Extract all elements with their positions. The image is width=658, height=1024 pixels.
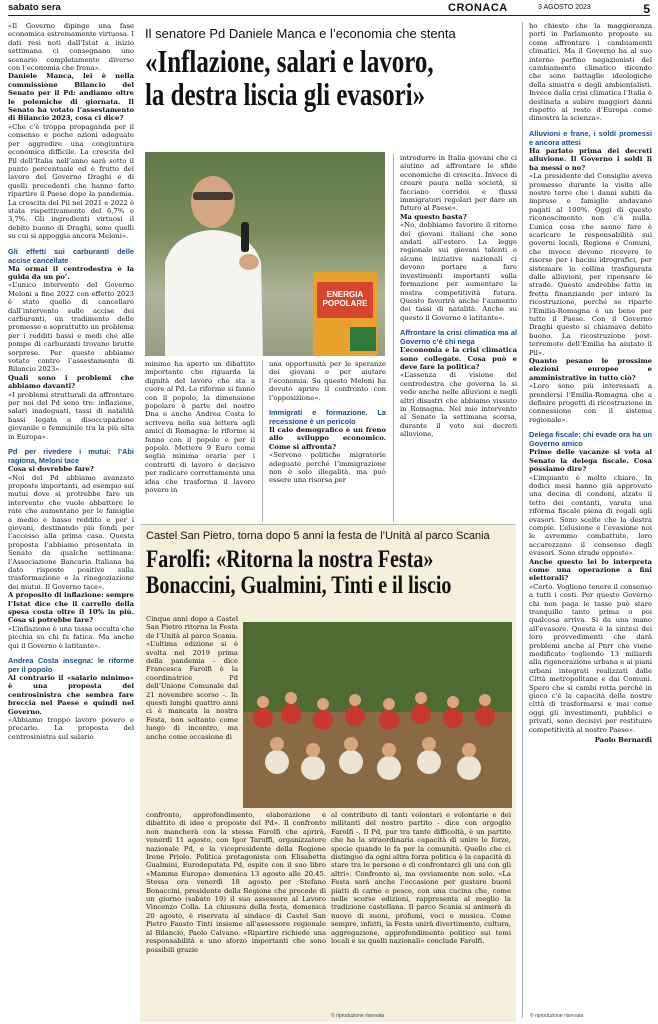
- article2-column-top: [146, 615, 238, 811]
- article1-column-3: [262, 360, 386, 522]
- question: Cosa si dovrebbe fare?: [8, 465, 94, 474]
- subheading: Immigrati e formazione. La recessione è un pericolo: [269, 408, 386, 427]
- question: Anche questo lei lo interpreta come una operazione a fini elettorali?: [529, 557, 652, 583]
- question: A proposito di inflazione: sempre l’Istat dice che il carrello della spesa costa oltre il 10% in più. Cosa si potrebbe fare?: [8, 591, 134, 625]
- paragraph: minimo ha aperto un dibattito importante che riguarda la dignità del lavoro che sta a cuore al Pd. Le riforme si fanno con il popolo, la dimensione popolare è parte del nostro Dna e anche Andrea Costa lo scriveva nella sua lettera agli amici di Romagna: le riforme si fanno con il popolo e per il popolo. Mettere 9 Euro come soglia minima oraria per i contratti di lavoro è decisivo per radicare correttamente una idea che trasforma il lavoro povero in: [145, 360, 255, 495]
- article2-column-a: [146, 811, 326, 1019]
- signature: Paolo Bernardi: [594, 736, 652, 745]
- question: Ma ormai il centrodestra è la guida da un po’.: [8, 264, 134, 281]
- subheading: Andrea Costa insegna: le riforme per il popolo: [8, 656, 134, 675]
- question: Prime delle vacanze si vota al Senato la delega fiscale. Cosa possiamo dire?: [529, 448, 652, 474]
- question: L’economia e la crisi climatica sono collegate. Cosa può e deve fare la politica?: [400, 346, 517, 371]
- subheading: Affrontare la crisi climatica ma al Governo c’è chi nega: [400, 328, 517, 347]
- question: Daniele Manca, lei è nella commissione Bilancio del Senato per il Pd: andiamo oltre le polemiche di giornata. Il Senato ha votato l’assestamento di Bilancio 2023, cosa ci dice?: [8, 72, 134, 123]
- article2-kicker: Castel San Pietro, torna dopo 5 anni la festa de l’Unità al parco Scania: [146, 530, 490, 542]
- paragraph: «L’inflazione è una tassa occulta che picchia su chi fa fatica. Ma anche qui il Governo è latitante».: [8, 624, 134, 650]
- paragraph: Cinque anni dopo a Castel San Pietro ritorna la Festa de l’Unità al parco Scania. «L’ultima edizione si è svolta nel 2019 prima della pandemia - dice Francesca Farolfi è la coordinatrice Pd dell’Unione Comunale dal 21 novembre scorso -. In questi lunghi quattro anni ci è mancata la nostra Festa, non soltanto come luogo di incontro, ma anche come occasione di: [146, 615, 238, 741]
- section-label: CRONACA: [448, 2, 508, 14]
- headline-line-1: Farolfi: «Ritorna la nostra Festa»: [146, 547, 434, 573]
- subheading: Alluvioni e frane, i soldi promessi e ancora attesi: [529, 128, 652, 147]
- crowd-illustration: [243, 622, 512, 808]
- paragraph: «Abbiamo troppo lavoro povero e precario. La proposta del centrosinistra sul salario: [8, 716, 134, 741]
- paragraph: «Che c’è troppa propaganda per il consenso e poche azioni adeguate per aggredire una congiuntura economica difficile. La crescita del Pil dell’Italia nell’anno sarà sotto il punto percentuale ed è frutto del lavoro del Governo Draghi e di quelli precedenti che hanno fatto ripartire il Paese dopo la pandemia. La crescita del Pil nel 2021 e 2022 è stata rispettivamente del 6,7% e 3,7%. Gli ingredienti virtuosi il debito buono di Draghi, sono quelli su cui si appoggia ancora Meloni».: [8, 122, 134, 241]
- senator-illustration: [145, 152, 385, 356]
- question: Quali sono i problemi che abbiamo davanti?: [8, 373, 134, 391]
- question: Il calo demografico è un freno allo sviluppo economico. Come si affronta?: [269, 426, 386, 451]
- footer-credit: © riproduzione riservata: [530, 1013, 584, 1019]
- paragraph: «Certo. Vogliono tenere il consenso a tutti i costi. Per questo Governo chi non paga le tasse può stare tranquillo tanto prima o poi qualcosa arriva. Si da una mano all’evasore. Questa è la sintesi dei loro provvedimenti che darà problemi anche al Pnrr che viene modificato togliendo 13 miliardi alla rigenerazione urbana e ai piani urbani integrati realizzati dalle Città metropolitane e dai Comuni. Spero che si cambi rotta perché in gioco c’è la capacità delle nostre città di trasformarsi e mai come oggi gli investimenti, pubblici e privati, sono decisivi per restituire competitività al nostro Paese».: [529, 582, 652, 734]
- paragraph: «L’assenza di visione del centrodestra che governa la si vede anche nelle alluvioni e negli altri disastri che abbiamo vissuto in Romagna. Nel mio intervento al Senato la settimana scorsa, durante il voto sui decreti alluvione,: [400, 371, 517, 439]
- article1-column-5: [522, 22, 652, 1018]
- festa-volunteers-photo: [243, 622, 512, 808]
- question: Quanto pesano le prossime elezioni europee e amministrative in tutto ciò?: [529, 357, 652, 382]
- article1-headline: [145, 45, 515, 145]
- subheading: Delega fiscale: chi evade ora ha un Governo amico: [529, 430, 652, 449]
- question: Al contrario il «salario minimo» è una proposta del centrosinistra che sembra fare breccia nel Paese e quindi nel Governo.: [8, 674, 134, 716]
- headline-line-2: la destra liscia gli evasori»: [145, 76, 426, 112]
- question: Ha parlato prima dei decreti alluvione. Il Governo i soldi li ha messi o no?: [529, 146, 652, 172]
- paragraph: «L’impianto è molto chiaro. In dodici mesi hanno già approvato una decina di condoni, alzato il tetto dei contanti, varata una riforma fiscale piena di regali agli evasori. Sono scelte che la destra compie. L’elusione e l’evasione noi le avremmo combattute, loro accarezzano il consenso degli evasori. Sono strade opposte».: [529, 473, 652, 558]
- paragraph: «Noi del Pd abbiamo avanzato proposte importanti, ad esempio sui mutui dove si protrebbe fare un intervento che vuole abbattere le rate che aumentano per le famiglie a medio e basso reddito e per i giovani, destinando più fondi per l’accesso alla prima casa. Questa proposta l’abbiamo presentata in Senato da qualche settimana: l’Associazione Bancaria Italiana ha dato risposte positive sulla trasformazione e la rinegoziazione dei mutui. Il Governo tace».: [8, 473, 134, 591]
- headline-line-1: «Inflazione, salari e lavoro,: [145, 45, 434, 79]
- paragraph: «La presidente del Consiglio aveva promesso durante la visita alle nostre terre che i danni subiti da imprese e famiglie andavano pagati al 100%. Oggi di questo riconoscimento non c’è nulla. L’unica cosa che sanno fare è scaricare le responsabilità sui governi locali, Regione e Comuni, che invece devono ricevere le risorse per i bacini idrografici, per sistemare la collina trasfigurata dalle alluvioni, per ripensare le strade. Questo andrebbe fatto in fretta finanziando per intero la ricostruzione, perché se riparte l’Emilia-Romagna è un bene per tutto il Paese. Con il Governo Draghi questo si chiamava debito buono. La ricostruzione post-terremoto dell’Emilia ha aiutato il Pil».: [529, 172, 652, 357]
- headline-line-2: Bonaccini, Gualmini, Tinti e il liscio: [146, 572, 452, 599]
- paragraph: una opportunità per le speranze dei giovani e per aiutare l’economia. Su questo Meloni ha dovuto aprire il confronto con l’opposizione».: [269, 360, 386, 402]
- paragraph: al contributo di tanti volontari e volontarie e dei militanti del nostro partito - dice con orgoglio Farolfi -. Il Pd, pur tra tante difficoltà, è un partito che ha la straordinaria capacità di unire le forze, specie quando lo fa per la comunità. Quello che ci distingue da ogni altra forza politica è la capacità di stare tra le persone e di confrontarci gli uni con gli altri». Confronto sì, ma ovviamente non solo. «La Festa sarà anche l’occasione per gustare buoni piatti di carne e pesce, con una cucina che, come nelle scorse edizioni, rappresenta al meglio la tradizione castellana. Il parco Scania si animerà di nuovo di suoni, profumi, voci e musica. Come sempre, infatti, la Festa unirà divertimento, cultura, aggregazione, approfondimento politico sui temi locali e su quelli nazionali» conclude Farolfi.: [331, 811, 511, 946]
- masthead: sabato sera: [8, 2, 61, 13]
- photo-banner-text: ENERGIA POPOLARE: [322, 290, 368, 308]
- page-number: 5: [643, 2, 650, 16]
- issue-date: 3 AGOSTO 2023: [538, 4, 591, 11]
- paragraph: confronto, approfondimento, elaborazione e dibattito di idee e proposte del Pd». Il confronto non mancherà con la stessa Farolfi che aprirà, venerdì 11 agosto, con Igor Taruffi, organizzatore nazionale Pd, e la vicepresidente della Regione Irene Priolo. Politica protagonista con Elisabetta Gualmini, Eurodeputata Pd, ospite con il suo libro «Mamma Europa» domenica 13 agosto alle 20.45. Stessa ora venerdì 18 agosto per Stefano Bonaccini, presidente della Regione che precede di un giorno (sabato 19) il suo assessore al Lavoro Vincenzo Colla. La chiusura della festa, domenica 20 agosto, è riservata al sindaco di Castel San Pietro Fausto Tinti insieme all’assessore regionale al Bilancio, Paolo Calvano. «Ripartire richiede una responsabilità e uno sforzo importanti che sono possibili grazie: [146, 811, 326, 954]
- article2-column-b: [331, 811, 511, 1011]
- article1-column-1: [8, 22, 134, 1018]
- paragraph: «Il Governo dipinge una fase economica estremamente virtuosa. I dati resi noti dall’Istat a inizio settimana ci consegnano uno scenario completamente diverso con l’economia che frena».: [8, 22, 134, 73]
- paragraph: «Loro sono più interessati a prendersi l’Emilia-Romagna che a definire progetti di ricostruzione in connessione con il sistema regionale».: [529, 382, 652, 424]
- paragraph: introdurre in Italia giovani che ci aiutino ad affrontare le sfide economiche di crescita. Invece di creare paura nella società, si facciano corridoi e flussi immigratori regolari per dare un futuro al Paese».: [400, 154, 517, 213]
- article1-kicker: Il senatore Pd Daniele Manca e l’economia che stenta: [145, 26, 456, 41]
- subheading: Gli effetti sui carburanti delle accise cancellate: [8, 246, 134, 265]
- paragraph: ho chiesto che la maggioranza porti in Parlamento proposte su come affrontare i cambiamenti climatici. Ma il Governo ha al suo interno perfino negazionisti del cambiamento climatico dicendo che sono battaglie ideologiche della sinistra e degli ambientalisti. Invece dalla crisi climatica l’Italia è destinata a subire maggiori danni rispetto al resto d’Europa come dimostra la scienza».: [529, 22, 652, 123]
- senator-photo: [145, 152, 385, 356]
- subheading: Pd per rivedere i mutui: l’Abi ragiona, Meloni tace: [8, 447, 134, 466]
- question: Ma questo basta?: [400, 212, 467, 221]
- article2-headline: [146, 547, 514, 605]
- paragraph: «L’unico intervento del Governo Meloni a fine 2022 con effetto 2023 è stato quello di cancellare dall’intervento sulle accise dei carburanti, un tradimento delle promesse e soprattutto un problema per i redditi bassi e medi che alle pompe di carburanti trovano brutte sorprese. Per questo abbiamo votato contro l’assestamento di Bilancio 2023».: [8, 281, 134, 374]
- paragraph: «Servono politiche migratorie adeguate perché l’immigrazione non è solo illegalità, ma può essere una risorsa per: [269, 451, 386, 485]
- article1-column-4: [393, 154, 517, 522]
- article1-column-2: [145, 360, 255, 522]
- paragraph: «I problemi strutturali da affrontare per noi del Pd sono tre: inflazione, salari inadeguati, tassi di natalità bassi legata a disoccupazione giovanile e femminile tra la più alta in Europa».: [8, 390, 134, 441]
- page-header: [8, 0, 650, 16]
- article2-credit: © riproduzione riservata: [331, 1013, 385, 1019]
- paragraph: «No, dobbiamo favorire il ritorno dei giovani italiani che sono andati all’estero. La legge regionale sui giovani talenti e alcune iniziative nazionali ci devono portare a fare investimenti importanti sulla formazione per aumentare la nostra competitività futura. Questo favorirà anche l’aumento dei tassi di natalità. Anche su questo il Governo è latitante».: [400, 221, 517, 322]
